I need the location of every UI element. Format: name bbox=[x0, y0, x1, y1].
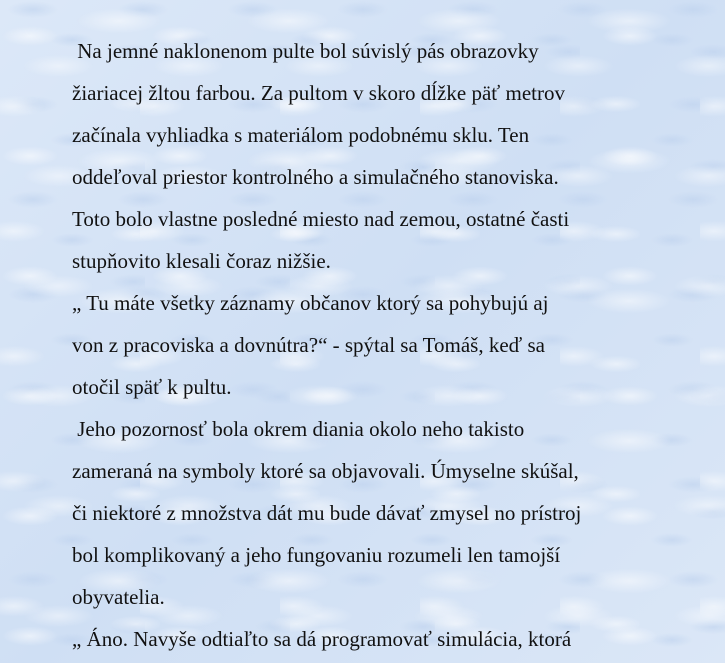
document-body bbox=[72, 31, 672, 661]
text-line: otočil späť k pultu. bbox=[72, 375, 232, 399]
text-line: začínala vyhliadka s materiálom podobnému sklu. Ten bbox=[72, 123, 530, 147]
text-line: „ Áno. Navyše odtiaľto sa dá programovať simulácia, ktorá bbox=[72, 627, 572, 651]
text-line: „ Tu máte všetky záznamy občanov ktorý sa pohybujú aj bbox=[72, 291, 549, 315]
text-line: Na jemné naklonenom pulte bol súvislý pás obrazovky bbox=[72, 39, 539, 63]
text-line: Toto bolo vlastne posledné miesto nad zemou, ostatné časti bbox=[72, 207, 570, 231]
text-line: oddeľoval priestor kontrolného a simulačného stanoviska. bbox=[72, 165, 559, 189]
text-line: či niektoré z množstva dát mu bude dávať zmysel no prístroj bbox=[72, 501, 582, 525]
text-line: žiariacej žltou farbou. Za pultom v skoro dĺžke päť metrov bbox=[72, 81, 565, 105]
text-line: von z pracoviska a dovnútra?“ - spýtal sa Tomáš, keď sa bbox=[72, 333, 545, 357]
text-line: obyvatelia. bbox=[72, 585, 165, 609]
text-line: bol komplikovaný a jeho fungovaniu rozumeli len tamojší bbox=[72, 543, 561, 567]
text-line: stupňovito klesali čoraz nižšie. bbox=[72, 249, 331, 273]
text-line: zameraná na symboly ktoré sa objavovali. Úmyselne skúšal, bbox=[72, 459, 579, 483]
text-line: Jeho pozornosť bola okrem diania okolo neho takisto bbox=[72, 417, 525, 441]
